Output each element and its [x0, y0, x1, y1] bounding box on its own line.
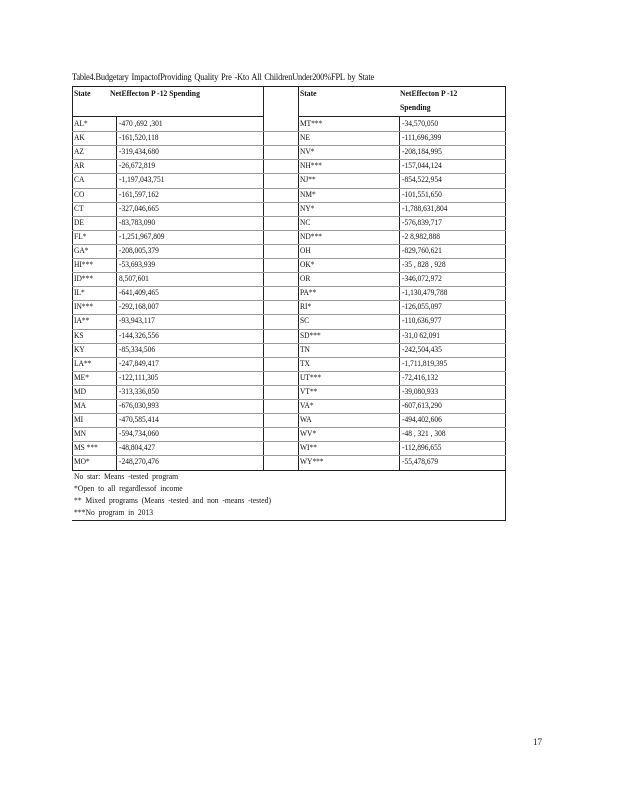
net-effect-left-cell: -292,168,007: [119, 302, 159, 312]
state-left-cell: HI***: [74, 260, 94, 269]
row-divider: [72, 371, 506, 372]
row-divider: [72, 216, 506, 217]
state-left-cell: KY: [74, 344, 85, 354]
header-spending-right: Spending: [400, 102, 431, 112]
net-effect-left-cell: -122,111,305: [119, 372, 159, 382]
net-effect-right-cell: -2 8,982,888: [402, 231, 440, 241]
net-effect-left-cell: -26,672,819: [119, 161, 156, 171]
row-divider: [72, 258, 506, 259]
net-effect-right-cell: -1,711,819,395: [402, 358, 448, 368]
header-state-left: State: [74, 88, 91, 98]
state-right-cell: OR: [300, 274, 311, 284]
row-divider: [72, 188, 506, 189]
rule-v-state-right: [399, 116, 400, 470]
row-divider: [72, 441, 506, 442]
row-divider: [72, 329, 506, 330]
net-effect-right-cell: -39,080,933: [402, 386, 439, 396]
state-right-cell: NC: [300, 217, 311, 227]
net-effect-right-cell: -110,636,977: [402, 316, 442, 326]
net-effect-left-cell: -53,693,939: [119, 260, 156, 269]
row-divider: [72, 399, 506, 400]
state-right-cell: TX: [300, 358, 310, 368]
state-right-cell: NY*: [300, 203, 315, 213]
note-three-star: ***No program in 2013: [74, 508, 154, 517]
state-left-cell: GA*: [74, 245, 89, 255]
page-number: 17: [533, 737, 542, 747]
net-effect-right-cell: -72,416,132: [402, 372, 439, 382]
state-right-cell: VA*: [300, 401, 314, 410]
rule-h-body-bottom: [72, 470, 506, 471]
net-effect-left-cell: -594,734,060: [119, 429, 159, 439]
state-left-cell: FL*: [74, 231, 87, 241]
row-divider: [72, 357, 506, 358]
budget-impact-table: [72, 86, 506, 520]
row-divider: [72, 272, 506, 273]
state-left-cell: MS ***: [74, 443, 98, 453]
net-effect-left-cell: -161,597,162: [119, 189, 159, 199]
net-effect-right-cell: -31,0 62,091: [402, 330, 440, 340]
state-left-cell: IL*: [74, 288, 85, 298]
rule-h-bottom: [72, 520, 506, 521]
header-net-effect-right: NetEffecton P -12: [400, 88, 458, 98]
state-right-cell: WY***: [300, 457, 324, 467]
net-effect-right-cell: -854,522,954: [402, 175, 442, 185]
row-divider: [72, 173, 506, 174]
state-right-cell: WA: [300, 415, 312, 425]
header-net-effect-left: NetEffecton P -12 Spending: [110, 88, 200, 98]
row-divider: [72, 427, 506, 428]
row-divider: [72, 145, 506, 146]
state-right-cell: MT***: [300, 119, 323, 128]
net-effect-right-cell: -829,760,621: [402, 245, 442, 255]
row-divider: [72, 413, 506, 414]
state-left-cell: MO*: [74, 457, 90, 467]
net-effect-left-cell: -1,251,967,809: [119, 231, 165, 241]
net-effect-right-cell: -101,551,650: [402, 189, 442, 199]
state-left-cell: AR: [74, 161, 85, 171]
row-divider: [72, 385, 506, 386]
state-left-cell: CT: [74, 203, 84, 213]
net-effect-right-cell: -157,044,124: [402, 161, 442, 171]
net-effect-right-cell: -607,613,290: [402, 401, 442, 410]
row-divider: [72, 131, 506, 132]
net-effect-left-cell: -85,334,506: [119, 344, 156, 354]
net-effect-left-cell: 8,507,601: [119, 274, 149, 284]
row-divider: [72, 286, 506, 287]
net-effect-left-cell: -48,804,427: [119, 443, 156, 453]
state-right-cell: VT**: [300, 386, 318, 396]
state-left-cell: IN***: [74, 302, 94, 312]
state-right-cell: NM*: [300, 189, 316, 199]
net-effect-left-cell: -161,520,118: [119, 133, 159, 143]
rule-h-header-left: [72, 116, 264, 117]
note-two-star: ** Mixed programs (Means -tested and non -means -tested): [74, 496, 272, 505]
row-divider: [72, 202, 506, 203]
net-effect-right-cell: -1,130,479,788: [402, 288, 448, 298]
state-left-cell: MI: [74, 415, 84, 425]
state-left-cell: LA**: [74, 358, 92, 368]
table-caption: Table4.Budgetary ImpactofProviding Quality Pre -Kto All ChildrenUnder200%FPL by State: [72, 72, 375, 82]
state-right-cell: NH***: [300, 161, 322, 171]
net-effect-left-cell: -247,849,417: [119, 358, 159, 368]
row-divider: [72, 159, 506, 160]
state-left-cell: MA: [74, 401, 87, 410]
state-right-cell: SC: [300, 316, 310, 326]
state-right-cell: SD***: [300, 330, 321, 340]
rule-v-state-left: [116, 116, 117, 470]
state-right-cell: PA**: [300, 288, 317, 298]
state-right-cell: OK*: [300, 260, 315, 269]
row-divider: [72, 230, 506, 231]
net-effect-left-cell: -144,326,556: [119, 330, 159, 340]
net-effect-right-cell: -126,055,097: [402, 302, 442, 312]
net-effect-right-cell: -34,570,050: [402, 119, 439, 128]
state-left-cell: AZ: [74, 147, 84, 157]
state-left-cell: ID***: [74, 274, 94, 284]
net-effect-right-cell: -1,788,631,804: [402, 203, 448, 213]
net-effect-right-cell: -576,839,717: [402, 217, 442, 227]
state-left-cell: CO: [74, 189, 85, 199]
rule-h-header-right: [298, 116, 506, 117]
net-effect-right-cell: -111,696,399: [402, 133, 442, 143]
state-right-cell: WV*: [300, 429, 317, 439]
net-effect-right-cell: -242,504,435: [402, 344, 442, 354]
state-left-cell: ME*: [74, 372, 89, 382]
net-effect-right-cell: -55,478,679: [402, 457, 439, 467]
net-effect-left-cell: -676,030,993: [119, 401, 159, 410]
state-right-cell: TN: [300, 344, 310, 354]
net-effect-left-cell: -313,336,050: [119, 386, 159, 396]
state-right-cell: ND***: [300, 231, 322, 241]
net-effect-left-cell: -319,434,680: [119, 147, 159, 157]
state-right-cell: WI**: [300, 443, 318, 453]
state-left-cell: MD: [74, 386, 87, 396]
row-divider: [72, 455, 506, 456]
note-no-star: No star: Means -tested program: [74, 472, 179, 481]
net-effect-left-cell: -83,783,090: [119, 217, 156, 227]
net-effect-right-cell: -48 , 321 , 308: [402, 429, 446, 439]
state-right-cell: NV*: [300, 147, 315, 157]
state-right-cell: NE: [300, 133, 310, 143]
row-divider: [72, 300, 506, 301]
net-effect-right-cell: -346,072,972: [402, 274, 442, 284]
state-left-cell: IA**: [74, 316, 90, 326]
state-left-cell: MN: [74, 429, 87, 439]
net-effect-left-cell: -248,270,476: [119, 457, 159, 467]
state-left-cell: AL*: [74, 119, 88, 128]
header-state-right: State: [300, 88, 317, 98]
row-divider: [72, 343, 506, 344]
net-effect-left-cell: -470,585,414: [119, 415, 159, 425]
net-effect-right-cell: -35 , 828 , 928: [402, 260, 446, 269]
net-effect-left-cell: -208,005,379: [119, 245, 159, 255]
net-effect-left-cell: -327,046,665: [119, 203, 159, 213]
row-divider: [72, 314, 506, 315]
state-left-cell: CA: [74, 175, 85, 185]
state-right-cell: NJ**: [300, 175, 316, 185]
state-left-cell: AK: [74, 133, 85, 143]
net-effect-right-cell: -494,402,606: [402, 415, 442, 425]
net-effect-right-cell: -112,896,655: [402, 443, 442, 453]
net-effect-left-cell: -641,409,465: [119, 288, 159, 298]
net-effect-left-cell: -470 ,692 ,301: [119, 119, 163, 128]
net-effect-left-cell: -1,197,043,751: [119, 175, 165, 185]
state-right-cell: RI*: [300, 302, 312, 312]
state-left-cell: DE: [74, 217, 84, 227]
state-left-cell: KS: [74, 330, 84, 340]
rule-h-top: [72, 86, 506, 87]
state-right-cell: OH: [300, 245, 311, 255]
note-one-star: *Open to all regardlessof income: [74, 484, 183, 493]
state-right-cell: UT***: [300, 372, 322, 382]
net-effect-right-cell: -208,184,995: [402, 147, 442, 157]
row-divider: [72, 244, 506, 245]
net-effect-left-cell: -93,943,117: [119, 316, 155, 326]
